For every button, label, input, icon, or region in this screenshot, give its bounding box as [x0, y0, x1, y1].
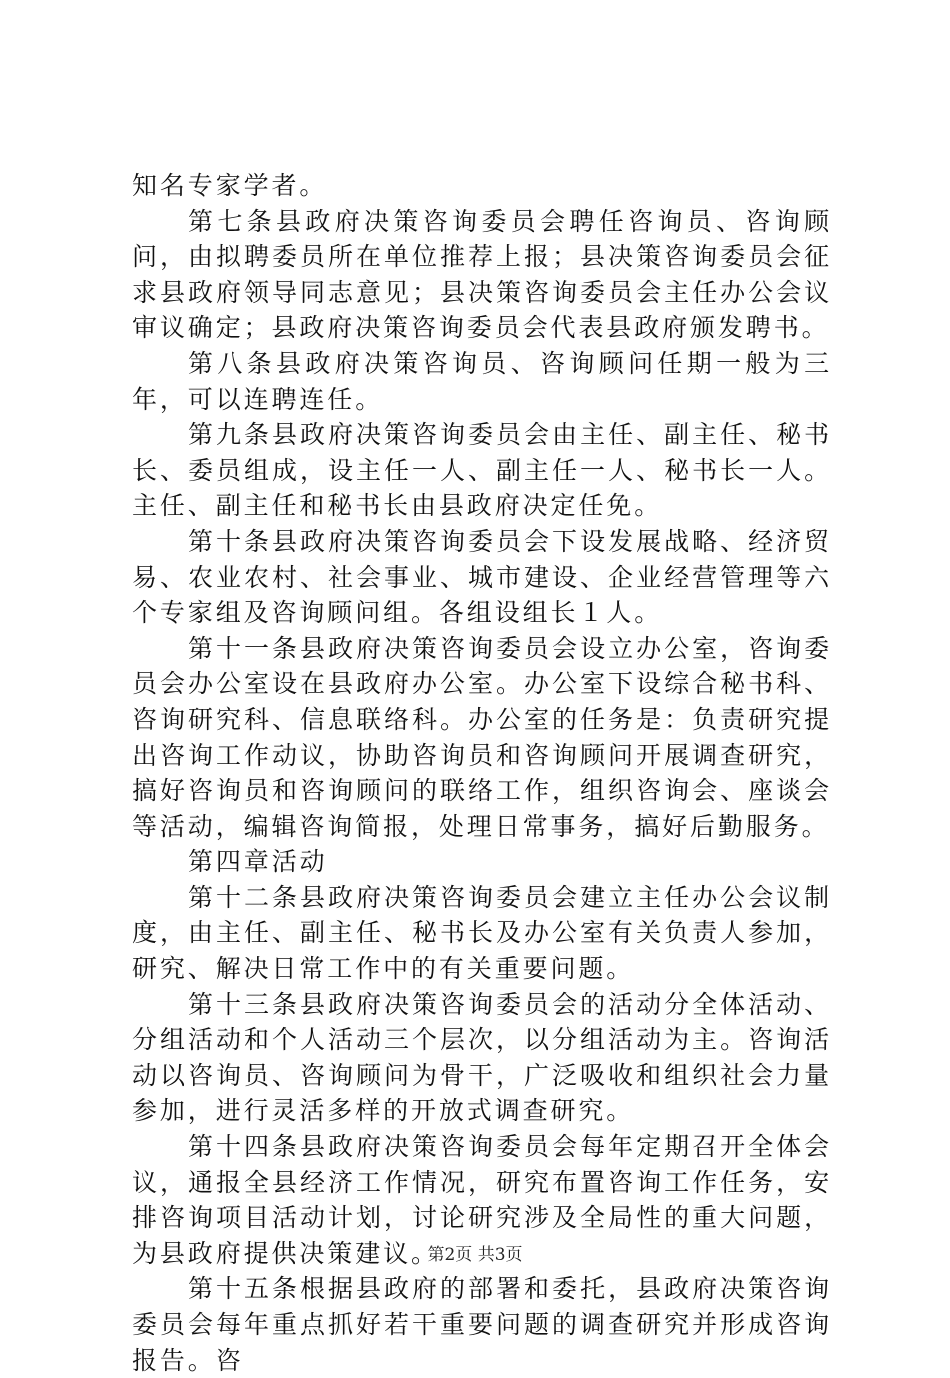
paragraph-article-11: 第十一条县政府决策咨询委员会设立办公室，咨询委员会办公室设在县政府办公室。办公室下设综合秘书科、咨询研究科、信息联络科。办公室的任务是：负责研究提出咨询工作动议，协助咨询员和咨询顾问开展调查研究，搞好咨询员和咨询顾问的联络工作，组织咨询会、座谈会等活动，编辑咨询简报，处理日常事务，搞好后勤服务。: [132, 633, 832, 841]
paragraph-article-7: 第七条县政府决策咨询委员会聘任咨询员、咨询顾问，由拟聘委员所在单位推荐上报；县决策咨询委员会征求县政府领导同志意见；县决策咨询委员会主任办公会议审议确定；县政府决策咨询委员会代表县政府颁发聘书。: [132, 206, 832, 343]
paragraph-article-15: 第十五条根据县政府的部署和委托，县政府决策咨询委员会每年重点抓好若干重要问题的调查研究并形成咨询报告。咨: [132, 1274, 832, 1375]
chapter-heading: 第四章活动: [188, 847, 328, 877]
paragraph-continuation: 知名专家学者。: [132, 171, 328, 200]
document-body: [132, 168, 832, 1378]
paragraph-article-10: 第十条县政府决策咨询委员会下设发展战略、经济贸易、农业农村、社会事业、城市建设、企业经营管理等六个专家组及咨询顾问组。各组设组长１人。: [132, 526, 832, 628]
paragraph-article-13: 第十三条县政府决策咨询委员会的活动分全体活动、分组活动和个人活动三个层次，以分组活动为主。咨询活动以咨询员、咨询顾问为骨干，广泛吸收和组织社会力量参加，进行灵活多样的开放式调查研究。: [132, 989, 832, 1126]
paragraph-article-9: 第九条县政府决策咨询委员会由主任、副主任、秘书长、委员组成，设主任一人、副主任一人、秘书长一人。主任、副主任和秘书长由县政府决定任免。: [132, 420, 832, 521]
paragraph-article-14: 第十四条县政府决策咨询委员会每年定期召开全体会议，通报全县经济工作情况，研究布置咨询工作任务，安排咨询项目活动计划，讨论研究涉及全局性的重大问题，为县政府提供决策建议。: [132, 1132, 832, 1268]
paragraph-article-8: 第八条县政府决策咨询员、咨询顾问任期一般为三年，可以连聘连任。: [132, 348, 832, 414]
page-number-footer: 第2页 共3页: [427, 1245, 523, 1265]
paragraph-article-12: 第十二条县政府决策咨询委员会建立主任办公会议制度，由主任、副主任、秘书长及办公室有关负责人参加，研究、解决日常工作中的有关重要问题。: [132, 882, 832, 984]
